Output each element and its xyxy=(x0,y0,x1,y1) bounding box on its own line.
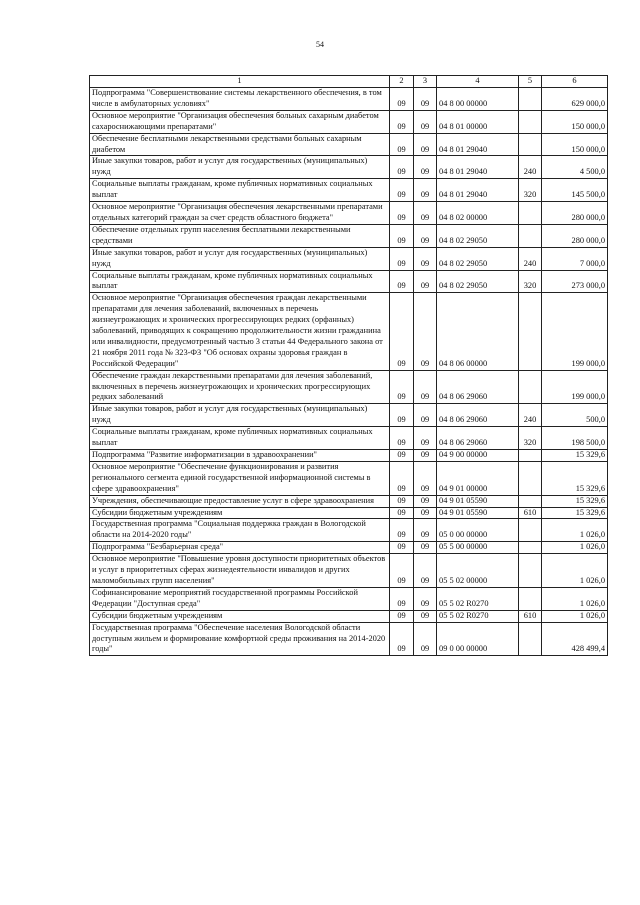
row-expense-type: 320 xyxy=(519,427,542,450)
row-name: Государственная программа "Социальная поддержка граждан в Вологодской области на 2014-2020 годы" xyxy=(90,519,390,542)
row-amount: 199 000,0 xyxy=(542,293,608,370)
row-name: Учреждения, обеспечивающие предоставление услуг в сфере здравоохранения xyxy=(90,495,390,507)
row-expense-type xyxy=(519,450,542,462)
row-col-3: 09 xyxy=(414,293,437,370)
row-col-2: 09 xyxy=(390,179,414,202)
row-col-2: 09 xyxy=(390,404,414,427)
row-col-3: 09 xyxy=(414,88,437,111)
row-name: Софинансирование мероприятий государственной программы Российской Федерации "Доступная среда" xyxy=(90,587,390,610)
row-expense-type xyxy=(519,542,542,554)
row-col-2: 09 xyxy=(390,270,414,293)
row-col-2: 09 xyxy=(390,507,414,519)
row-col-3: 09 xyxy=(414,110,437,133)
row-col-2: 09 xyxy=(390,427,414,450)
row-amount: 4 500,0 xyxy=(542,156,608,179)
table-row xyxy=(90,461,608,495)
row-code: 04 9 00 00000 xyxy=(437,450,519,462)
row-amount: 15 329,6 xyxy=(542,495,608,507)
row-amount: 1 026,0 xyxy=(542,519,608,542)
row-col-3: 09 xyxy=(414,554,437,588)
row-expense-type: 320 xyxy=(519,270,542,293)
row-col-2: 09 xyxy=(390,202,414,225)
row-code: 04 8 01 00000 xyxy=(437,110,519,133)
row-amount: 1 026,0 xyxy=(542,610,608,622)
page-number: 54 xyxy=(316,40,324,49)
table-row xyxy=(90,224,608,247)
row-col-2: 09 xyxy=(390,293,414,370)
row-code: 05 5 02 R0270 xyxy=(437,610,519,622)
row-col-2: 09 xyxy=(390,88,414,111)
table-row xyxy=(90,270,608,293)
header-col-1: 1 xyxy=(90,76,390,88)
row-expense-type xyxy=(519,461,542,495)
row-code: 04 8 06 00000 xyxy=(437,293,519,370)
row-col-3: 09 xyxy=(414,622,437,656)
row-col-3: 09 xyxy=(414,495,437,507)
header-col-3: 3 xyxy=(414,76,437,88)
row-name: Субсидии бюджетным учреждениям xyxy=(90,610,390,622)
row-amount: 428 499,4 xyxy=(542,622,608,656)
row-col-2: 09 xyxy=(390,519,414,542)
row-col-3: 09 xyxy=(414,507,437,519)
row-col-2: 09 xyxy=(390,450,414,462)
row-code: 05 5 02 R0270 xyxy=(437,587,519,610)
row-col-3: 09 xyxy=(414,610,437,622)
table-row xyxy=(90,554,608,588)
row-col-2: 09 xyxy=(390,542,414,554)
row-col-3: 09 xyxy=(414,404,437,427)
row-code: 09 0 00 00000 xyxy=(437,622,519,656)
row-expense-type xyxy=(519,110,542,133)
header-col-2: 2 xyxy=(390,76,414,88)
row-code: 04 9 01 05590 xyxy=(437,507,519,519)
row-col-3: 09 xyxy=(414,587,437,610)
header-col-4: 4 xyxy=(437,76,519,88)
row-code: 05 5 02 00000 xyxy=(437,554,519,588)
row-code: 04 8 06 29060 xyxy=(437,370,519,404)
row-amount: 150 000,0 xyxy=(542,133,608,156)
row-name: Обеспечение отдельных групп населения бесплатными лекарственными средствами xyxy=(90,224,390,247)
row-expense-type: 240 xyxy=(519,247,542,270)
row-code: 04 8 01 29040 xyxy=(437,179,519,202)
row-amount: 15 329,6 xyxy=(542,507,608,519)
row-expense-type xyxy=(519,224,542,247)
row-amount: 7 000,0 xyxy=(542,247,608,270)
row-col-2: 09 xyxy=(390,133,414,156)
row-amount: 500,0 xyxy=(542,404,608,427)
row-code: 04 8 00 00000 xyxy=(437,88,519,111)
row-col-2: 09 xyxy=(390,587,414,610)
row-amount: 145 500,0 xyxy=(542,179,608,202)
table-row xyxy=(90,110,608,133)
row-name: Основное мероприятие "Организация обеспечения граждан лекарственными препаратами для лечения заболеваний, включенных в перечень жизнеугрожающих и хронических прогрессирующих редких (орфанных) заболеваний, приводящих к сокращению продолжительности жизни гражданина или инвалидности, предусмотренный частью 3 статьи 44 Федерального закона от 21 ноября 2011 года № 323-ФЗ "Об основах охраны здоровья граждан в Российской Федерации" xyxy=(90,293,390,370)
row-col-3: 09 xyxy=(414,247,437,270)
row-col-3: 09 xyxy=(414,270,437,293)
row-name: Субсидии бюджетным учреждениям xyxy=(90,507,390,519)
row-expense-type xyxy=(519,202,542,225)
table-row xyxy=(90,519,608,542)
row-col-2: 09 xyxy=(390,554,414,588)
row-amount: 199 000,0 xyxy=(542,370,608,404)
row-name: Подпрограмма "Совершенствование системы лекарственного обеспечения, в том числе в амбулаторных условиях" xyxy=(90,88,390,111)
table-row xyxy=(90,179,608,202)
table-row xyxy=(90,450,608,462)
row-name: Социальные выплаты гражданам, кроме публичных нормативных социальных выплат xyxy=(90,179,390,202)
row-col-2: 09 xyxy=(390,622,414,656)
row-name: Обеспечение бесплатными лекарственными средствами больных сахарным диабетом xyxy=(90,133,390,156)
header-col-5: 5 xyxy=(519,76,542,88)
row-expense-type xyxy=(519,587,542,610)
row-amount: 1 026,0 xyxy=(542,542,608,554)
row-code: 05 0 00 00000 xyxy=(437,519,519,542)
table-row xyxy=(90,610,608,622)
budget-table xyxy=(89,75,608,656)
row-expense-type xyxy=(519,293,542,370)
table-header xyxy=(90,76,608,88)
table-row xyxy=(90,622,608,656)
row-col-3: 09 xyxy=(414,133,437,156)
row-col-3: 09 xyxy=(414,427,437,450)
row-code: 04 8 02 29050 xyxy=(437,270,519,293)
row-code: 04 8 02 29050 xyxy=(437,247,519,270)
table-row xyxy=(90,495,608,507)
row-col-2: 09 xyxy=(390,495,414,507)
row-col-3: 09 xyxy=(414,370,437,404)
table-row xyxy=(90,202,608,225)
row-amount: 280 000,0 xyxy=(542,202,608,225)
row-code: 04 8 01 29040 xyxy=(437,133,519,156)
header-row xyxy=(90,76,608,88)
row-name: Социальные выплаты гражданам, кроме публичных нормативных социальных выплат xyxy=(90,270,390,293)
row-col-3: 09 xyxy=(414,202,437,225)
row-expense-type xyxy=(519,519,542,542)
row-amount: 15 329,6 xyxy=(542,450,608,462)
row-expense-type: 610 xyxy=(519,610,542,622)
row-code: 04 8 02 00000 xyxy=(437,202,519,225)
row-col-3: 09 xyxy=(414,156,437,179)
table-row xyxy=(90,427,608,450)
row-expense-type: 240 xyxy=(519,404,542,427)
row-amount: 273 000,0 xyxy=(542,270,608,293)
row-code: 04 8 01 29040 xyxy=(437,156,519,179)
row-name: Подпрограмма "Развитие информатизации в здравоохранении" xyxy=(90,450,390,462)
row-name: Государственная программа "Обеспечение населения Вологодской области доступным жильем и формирование комфортной среды проживания на 2014-2020 годы" xyxy=(90,622,390,656)
row-code: 04 8 06 29060 xyxy=(437,404,519,427)
row-amount: 1 026,0 xyxy=(542,587,608,610)
table-row xyxy=(90,156,608,179)
row-code: 04 8 06 29060 xyxy=(437,427,519,450)
row-code: 04 9 01 05590 xyxy=(437,495,519,507)
table-row xyxy=(90,507,608,519)
header-col-6: 6 xyxy=(542,76,608,88)
table-row xyxy=(90,293,608,370)
row-col-3: 09 xyxy=(414,179,437,202)
row-name: Основное мероприятие "Обеспечение функционирования и развития регионального сегмента единой государственной информационной системы в сфере здравоохранения" xyxy=(90,461,390,495)
row-expense-type xyxy=(519,370,542,404)
table-row xyxy=(90,404,608,427)
row-name: Социальные выплаты гражданам, кроме публичных нормативных социальных выплат xyxy=(90,427,390,450)
row-name: Иные закупки товаров, работ и услуг для государственных (муниципальных) нужд xyxy=(90,156,390,179)
row-expense-type xyxy=(519,554,542,588)
row-code: 05 5 00 00000 xyxy=(437,542,519,554)
row-name: Основное мероприятие "Организация обеспечения лекарственными препаратами отдельных категорий граждан за счет средств областного бюджета" xyxy=(90,202,390,225)
row-col-2: 09 xyxy=(390,461,414,495)
table-row xyxy=(90,542,608,554)
row-col-2: 09 xyxy=(390,247,414,270)
table-row xyxy=(90,88,608,111)
row-name: Обеспечение граждан лекарственными препаратами для лечения заболеваний, включенных в перечень жизнеугрожающих и хронических прогрессирующих редких заболеваний xyxy=(90,370,390,404)
table-row xyxy=(90,587,608,610)
row-col-2: 09 xyxy=(390,156,414,179)
table-row xyxy=(90,370,608,404)
row-expense-type: 610 xyxy=(519,507,542,519)
row-amount: 198 500,0 xyxy=(542,427,608,450)
row-expense-type xyxy=(519,133,542,156)
row-expense-type xyxy=(519,88,542,111)
row-col-3: 09 xyxy=(414,461,437,495)
row-amount: 150 000,0 xyxy=(542,110,608,133)
row-code: 04 9 01 00000 xyxy=(437,461,519,495)
row-col-2: 09 xyxy=(390,110,414,133)
row-col-3: 09 xyxy=(414,519,437,542)
row-code: 04 8 02 29050 xyxy=(437,224,519,247)
row-name: Подпрограмма "Безбарьерная среда" xyxy=(90,542,390,554)
row-col-2: 09 xyxy=(390,224,414,247)
row-amount: 1 026,0 xyxy=(542,554,608,588)
row-name: Иные закупки товаров, работ и услуг для государственных (муниципальных) нужд xyxy=(90,247,390,270)
row-col-3: 09 xyxy=(414,542,437,554)
row-amount: 280 000,0 xyxy=(542,224,608,247)
row-col-2: 09 xyxy=(390,370,414,404)
row-expense-type xyxy=(519,495,542,507)
row-amount: 629 000,0 xyxy=(542,88,608,111)
row-expense-type: 320 xyxy=(519,179,542,202)
row-name: Иные закупки товаров, работ и услуг для государственных (муниципальных) нужд xyxy=(90,404,390,427)
table-row xyxy=(90,133,608,156)
row-expense-type xyxy=(519,622,542,656)
row-name: Основное мероприятие "Организация обеспечения больных сахарным диабетом сахароснижающими препаратами" xyxy=(90,110,390,133)
table-body xyxy=(90,88,608,656)
row-expense-type: 240 xyxy=(519,156,542,179)
row-name: Основное мероприятие "Повышение уровня доступности приоритетных объектов и услуг в приоритетных сферах жизнедеятельности инвалидов и других маломобильных групп населения" xyxy=(90,554,390,588)
row-col-2: 09 xyxy=(390,610,414,622)
row-amount: 15 329,6 xyxy=(542,461,608,495)
row-col-3: 09 xyxy=(414,450,437,462)
row-col-3: 09 xyxy=(414,224,437,247)
table-row xyxy=(90,247,608,270)
